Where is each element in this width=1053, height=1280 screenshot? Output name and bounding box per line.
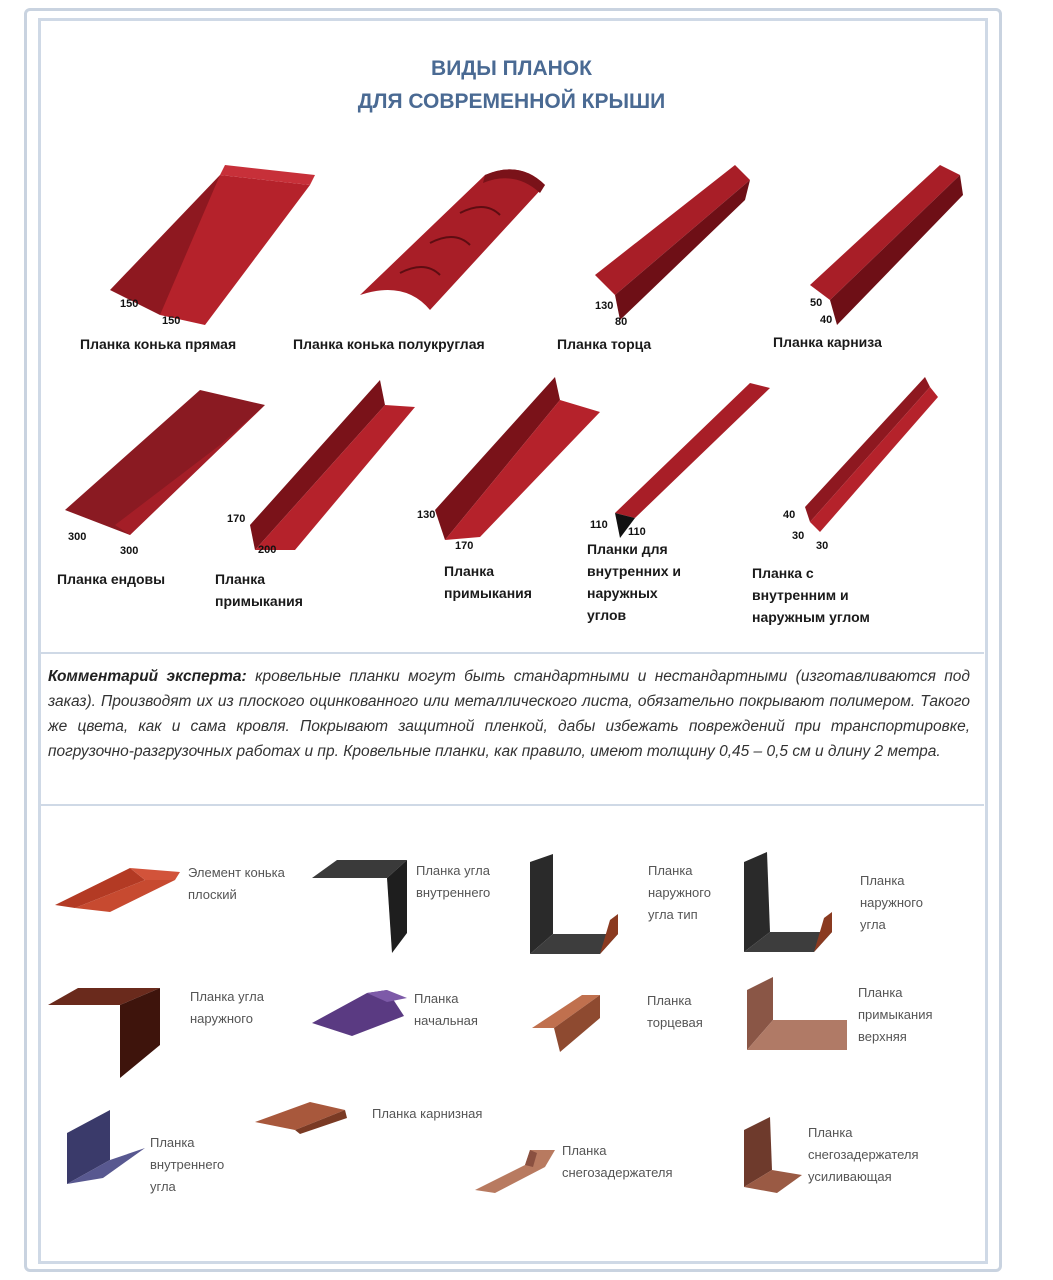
abutment-image-1 [225, 375, 420, 555]
snow-guard-reinforced-image [742, 1115, 804, 1195]
corner-image [590, 378, 775, 538]
caption-abutment-2 [444, 560, 532, 604]
caption-line: примыкания [215, 593, 303, 609]
gable-item [585, 160, 765, 340]
expert-comment [48, 664, 970, 764]
comment-lead: Комментарий эксперта: [48, 668, 247, 685]
inner-corner-item [312, 858, 412, 958]
snow-guard-item [475, 1145, 560, 1195]
inner-angle-image [65, 1108, 150, 1188]
dim-label: 200 [258, 544, 277, 556]
caption-eave: Планка карниза [773, 334, 882, 350]
caption-starter: Планка начальная [414, 991, 478, 1028]
caption-inner-corner: Планка угла внутреннего [416, 863, 491, 900]
caption-upper-abutment: Планка примыкания верхняя [858, 985, 933, 1044]
page-title [0, 52, 1053, 118]
eave-item [805, 160, 975, 330]
dim-label: 40 [783, 509, 796, 521]
snow-guard-reinforced-item [742, 1115, 804, 1195]
eave-image [805, 160, 975, 330]
eave-drip-image [255, 1100, 350, 1135]
starter-item [312, 988, 412, 1038]
dim-label: 170 [455, 540, 474, 552]
caption-line: внутренних и [587, 563, 682, 579]
corner-item [590, 378, 775, 548]
ridge-straight-item [100, 160, 320, 360]
dim-label: 30 [792, 530, 805, 542]
dim-label: 300 [68, 531, 87, 543]
gable-end-image [532, 990, 607, 1055]
abutment-image-2 [415, 372, 605, 552]
snow-guard-image [475, 1145, 560, 1195]
outer-angle-image [48, 983, 163, 1078]
divider-top [40, 652, 984, 654]
dim-label: 30 [816, 540, 829, 552]
caption-line: Планка [444, 563, 494, 579]
caption-abutment-1 [215, 568, 303, 612]
inner-angle-item [65, 1108, 150, 1188]
abutment-item-1 [225, 375, 420, 565]
caption-flat-ridge: Элемент конька плоский [188, 865, 285, 902]
caption-line: Планка с [752, 565, 814, 581]
upper-abutment-item [745, 975, 850, 1055]
caption-corner-inner-outer [752, 562, 870, 628]
outer-corner-type-item [528, 852, 623, 957]
outer-corner-image [742, 850, 837, 955]
caption-valley: Планка ендовы [57, 571, 166, 587]
caption-line: наружных [587, 585, 658, 601]
outer-corner-item [742, 850, 837, 955]
outer-angle-item [48, 983, 163, 1078]
caption-line: внутренним и [752, 587, 849, 603]
caption-line: примыкания [444, 585, 532, 601]
dim-label: 130 [595, 300, 614, 312]
outer-corner-type-image [528, 852, 623, 957]
flat-ridge-image [55, 860, 185, 920]
caption-outer-angle: Планка угла наружного [190, 989, 264, 1026]
caption-gable-end: Планка торцевая [647, 993, 703, 1030]
dim-label: 110 [628, 526, 646, 538]
gable-end-item [532, 990, 607, 1055]
flat-ridge-item [55, 860, 185, 920]
starter-image [312, 988, 412, 1038]
caption-line: Планки для [587, 541, 668, 557]
caption-gable: Планка торца [557, 336, 652, 352]
dim-label: 110 [590, 519, 608, 531]
caption-eave-drip: Планка карнизная [372, 1106, 483, 1121]
title-line-2: ДЛЯ СОВРЕМЕННОЙ КРЫШИ [357, 90, 666, 113]
comment-text: кровельные планки могут быть стандартными и нестандартными (изготавливаются под заказ). Производят их из плоского оцинкованного или металлического листа, обязательно покрывают полимером. Такого же цвета, как и сама кровля. Покрывают защитной пленкой, дабы избежать повреждений при транспортировке, погрузочно-разгрузочных работах и пр. Кровельные планки, как правило, имеют толщину 0,45 – 0,5 см и длину 2 метра. [48, 668, 970, 760]
ridge-round-item [355, 155, 555, 335]
eave-drip-item [255, 1100, 350, 1135]
caption-outer-corner-type: Планка наружного угла тип [648, 863, 711, 922]
caption-ridge-straight: Планка конька прямая [80, 336, 237, 352]
caption-ridge-round: Планка конька полукруглая [293, 336, 485, 352]
caption-outer-corner: Планка наружного угла [860, 873, 923, 932]
caption-line: Планка [215, 571, 265, 587]
caption-corner [587, 538, 681, 626]
caption-line: углов [587, 607, 627, 623]
corner-inner-outer-item [780, 372, 945, 552]
dim-label: 80 [615, 316, 628, 328]
dim-label: 300 [120, 545, 139, 557]
dim-label: 150 [162, 315, 181, 327]
dim-label: 130 [417, 509, 436, 521]
divider-bottom [40, 804, 984, 806]
dim-label: 170 [227, 513, 246, 525]
dim-label: 150 [120, 298, 139, 310]
caption-snow-guard-reinforced: Планка снегозадержателя усиливающая [808, 1125, 919, 1184]
upper-abutment-image [745, 975, 850, 1055]
caption-line: наружным углом [752, 609, 870, 625]
title-line-1: ВИДЫ ПЛАНОК [431, 57, 592, 80]
caption-inner-angle: Планка внутреннего угла [150, 1135, 225, 1194]
caption-snow-guard: Планка снегозадержателя [562, 1143, 673, 1180]
abutment-item-2 [415, 372, 605, 562]
ridge-round-image [355, 155, 555, 315]
corner-inner-outer-image [780, 372, 945, 547]
inner-corner-image [312, 858, 412, 958]
dim-label: 40 [820, 314, 833, 326]
dim-label: 50 [810, 297, 823, 309]
